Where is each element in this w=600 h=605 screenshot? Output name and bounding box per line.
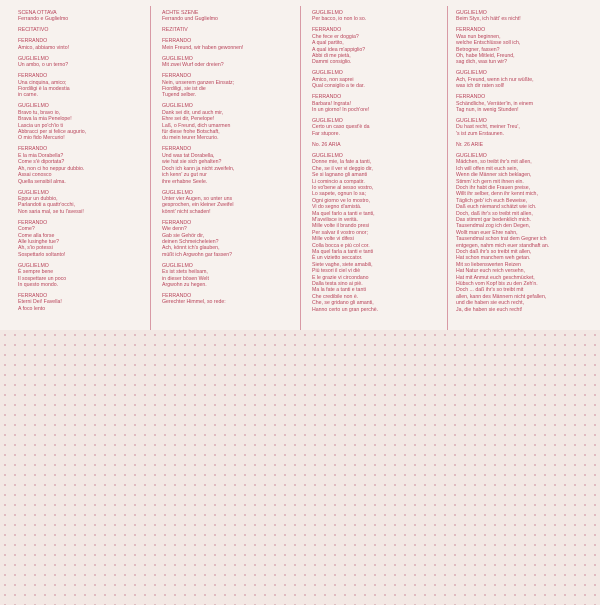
text-block bbox=[18, 10, 146, 23]
text-line: È un vizietto seccator. bbox=[312, 255, 363, 262]
text-block bbox=[456, 118, 584, 137]
text-line: Non saria mal, se tu l'avessi! bbox=[18, 208, 84, 215]
text-line: entgegen, nahm mich euer standhaft an. bbox=[456, 242, 550, 249]
text-line: GUGLIELMO bbox=[162, 189, 193, 196]
text-line: A qual partito, bbox=[312, 40, 344, 47]
text-line: Mit zwei Wurf oder dreien? bbox=[162, 62, 224, 69]
text-block bbox=[456, 153, 584, 313]
text-line: GUGLIELMO bbox=[456, 118, 487, 125]
text-line: GUGLIELMO bbox=[162, 55, 193, 62]
text-line: Ferrando e Guglielmo bbox=[18, 16, 69, 23]
text-line: FERRANDO bbox=[162, 38, 192, 45]
text-line: Donne mie, la fate a tanti, bbox=[312, 159, 372, 166]
text-line: Assai conosco bbox=[18, 172, 52, 179]
text-line: GUGLIELMO bbox=[456, 152, 487, 159]
text-line: du mein teurer Mercurio. bbox=[162, 135, 219, 142]
text-line: GUGLIELMO bbox=[312, 118, 343, 125]
text-line: Come? bbox=[18, 226, 35, 233]
text-block bbox=[162, 27, 290, 33]
text-line: FERRANDO bbox=[456, 94, 486, 101]
text-block bbox=[18, 190, 146, 216]
text-line: M'avvilisce in verità. bbox=[312, 216, 358, 223]
text-line: FERRANDO bbox=[456, 27, 486, 34]
text-block bbox=[456, 70, 584, 89]
text-line: Laß, o Freund, dich umarmen bbox=[162, 122, 231, 129]
text-line: allen, kann des Männern nicht gefallen, bbox=[456, 293, 547, 300]
text-line: Ja, die haben sie euch recht! bbox=[456, 306, 523, 313]
text-line: könnt' nicht schaden! bbox=[162, 208, 211, 215]
text-line: Lascia un po'ch'io ti bbox=[18, 122, 63, 129]
text-line: 's ist zum Erstaunen. bbox=[456, 130, 504, 137]
text-block bbox=[18, 38, 146, 51]
column-divider bbox=[300, 6, 301, 330]
text-line: Come alla forse bbox=[18, 232, 55, 239]
text-line: GUGLIELMO bbox=[312, 152, 343, 159]
text-line: Eppur un dubbio, bbox=[18, 195, 58, 202]
text-block bbox=[456, 10, 584, 23]
text-line: Il sospettare un poco bbox=[18, 275, 67, 282]
text-line: Tugend selber. bbox=[162, 92, 197, 99]
text-line: Hanno certo un gran perchè. bbox=[312, 306, 379, 313]
text-line: für diese frohe Botschaft, bbox=[162, 129, 220, 136]
text-line: Mille volte il brando presi bbox=[312, 223, 370, 230]
text-line: Nr. 26 ARIE bbox=[456, 141, 484, 148]
text-line: Io vo'bene al sesso vostro, bbox=[312, 184, 374, 191]
column-divider bbox=[447, 6, 448, 330]
text-block bbox=[162, 190, 290, 216]
text-line: REZITATIV bbox=[162, 27, 188, 34]
text-block bbox=[312, 10, 440, 23]
text-line: Ma la fate a tanti e tanti bbox=[312, 287, 366, 294]
text-block bbox=[162, 220, 290, 258]
text-line: Täglich geb' ich euch Beweise, bbox=[456, 197, 528, 204]
text-line: In questo mondo. bbox=[18, 281, 59, 288]
text-line: sag dich, was tun wir? bbox=[456, 59, 508, 66]
text-line: FERRANDO bbox=[312, 94, 342, 101]
text-line: ihre erhabne Seele. bbox=[162, 178, 208, 185]
text-line: Argwohn zu hegen. bbox=[162, 281, 207, 288]
text-block bbox=[312, 94, 440, 113]
text-line: Es ist stets heilsam, bbox=[162, 269, 208, 276]
text-block bbox=[162, 73, 290, 99]
text-line: Betrogner, fassen? bbox=[456, 46, 500, 53]
text-line: O mio fido Mercurio! bbox=[18, 135, 65, 142]
text-line: Eterni Dei! Favella! bbox=[18, 299, 62, 306]
text-line: Parlandoti a quattr'occhi, bbox=[18, 202, 75, 209]
text-line: Ogni giorno ve lo mostro, bbox=[312, 197, 370, 204]
text-line: Ah, non ci ho neppur dubbio. bbox=[18, 165, 85, 172]
text-block bbox=[18, 73, 146, 99]
dotted-background bbox=[0, 330, 600, 605]
text-line: Che fece er doggia? bbox=[312, 33, 359, 40]
text-line: ACHTE SZENE bbox=[162, 10, 199, 16]
text-line: Amico, non saprei bbox=[312, 76, 354, 83]
text-block bbox=[162, 56, 290, 69]
text-line: was ich dir raten soll! bbox=[456, 83, 505, 90]
text-line: Ich will offen mit euch sein, bbox=[456, 165, 518, 172]
text-line: Dammi consiglio. bbox=[312, 59, 352, 66]
text-line: GUGLIELMO bbox=[456, 70, 487, 77]
text-line: RECITATIVO bbox=[18, 27, 49, 34]
text-line: È sempre bene bbox=[18, 269, 54, 276]
text-line: Gab sie Gehör dir, bbox=[162, 232, 205, 239]
text-line: Fiordiligi è la modestia bbox=[18, 86, 70, 93]
text-line: Hübsch vom Kopf bis zu den Zeh'n. bbox=[456, 281, 538, 287]
text-block bbox=[18, 103, 146, 141]
text-line: Doch ihr habt die Frauen preise, bbox=[456, 184, 531, 191]
text-line: FERRANDO bbox=[312, 27, 342, 34]
text-line: Ma quel farlo a tanti e tanti, bbox=[312, 210, 375, 217]
text-line: GUGLIELMO bbox=[312, 10, 343, 16]
text-line: Li comincio a compatir. bbox=[312, 178, 365, 185]
text-line: deinen Schmeicheleien? bbox=[162, 238, 219, 245]
text-line: Stimm' ich gern mit ihnen ein. bbox=[456, 178, 524, 185]
text-line: Se si lagnano gli amanti bbox=[312, 172, 368, 179]
text-line: Abbi di me pietà, bbox=[312, 53, 351, 60]
text-line: SCENA OTTAVA bbox=[18, 10, 57, 16]
text-line: Dalla testa sino ai piè. bbox=[312, 281, 363, 287]
text-line: Gerechter Himmel, so rede: bbox=[162, 299, 226, 306]
text-line: GUGLIELMO bbox=[312, 70, 343, 77]
text-line: Hat mit Anmut euch geschmücket, bbox=[456, 274, 535, 281]
text-block bbox=[18, 220, 146, 258]
text-line: Das stimmt gar bedenklich mich. bbox=[456, 216, 531, 223]
text-line: GUGLIELMO bbox=[18, 103, 49, 110]
text-line: Lo sapete, ognun lo sa; bbox=[312, 191, 366, 198]
text-line: und die haben sie euch recht, bbox=[456, 300, 525, 307]
text-line: Doch ich kann ja nicht zweifeln, bbox=[162, 165, 235, 172]
text-line: Hat Natur euch reich versehn, bbox=[456, 268, 525, 275]
text-line: Hat schon manchem weh getan. bbox=[456, 255, 531, 262]
german-column-left bbox=[162, 10, 290, 310]
text-line: GUGLIELMO bbox=[162, 103, 193, 110]
text-line: Du hast recht, meiner Treu', bbox=[456, 124, 520, 131]
text-line: Una cinquina, amico; bbox=[18, 79, 67, 86]
text-line: GUGLIELMO bbox=[18, 189, 49, 196]
text-line: Tag nun, in wenig Stunden! bbox=[456, 107, 519, 114]
text-line: Mille volte vi difesi bbox=[312, 236, 354, 243]
text-line: müßt ich Argwohn gar fassen? bbox=[162, 251, 233, 258]
text-line: Per salvar il vostro onor; bbox=[312, 229, 368, 236]
text-line: Unter vier Augen, so unter uns bbox=[162, 195, 233, 202]
text-line: ich kenn' zu gut nur bbox=[162, 172, 207, 179]
text-line: Und was tat Dorabella, bbox=[162, 152, 215, 159]
text-line: Tausendmal schon trat dem Gegner ich bbox=[456, 236, 547, 243]
text-line: Che, se il ver vi deggio dir, bbox=[312, 165, 373, 172]
text-block bbox=[456, 94, 584, 113]
text-line: in dieser bösen Welt bbox=[162, 275, 209, 282]
text-line: in carne. bbox=[18, 92, 38, 99]
text-line: Ah, s'io potessi bbox=[18, 245, 53, 252]
italian-column-left bbox=[18, 10, 146, 317]
text-line: Willt ihr selber, denn ihr kennt mich, bbox=[456, 191, 538, 198]
text-line: wie hat sie sich gehalten? bbox=[162, 159, 222, 166]
text-block bbox=[162, 263, 290, 289]
italian-column-right bbox=[312, 10, 440, 318]
text-line: Più tesori il ciel vi diè bbox=[312, 268, 361, 275]
text-line: Wollt man euer Ehre nahn, bbox=[456, 229, 518, 236]
text-block bbox=[162, 146, 290, 184]
text-line: Alle lusinghe tue? bbox=[18, 238, 59, 245]
text-line: Wenn die Männer sich beklagen, bbox=[456, 172, 532, 179]
text-line: Far stupore. bbox=[312, 130, 340, 137]
text-line: Wie denn? bbox=[162, 226, 187, 233]
text-line: A foco lento bbox=[18, 305, 46, 312]
text-line: Per bacco, io non lo so. bbox=[312, 16, 367, 23]
text-line: Vi do segno d'amistà. bbox=[312, 204, 362, 211]
text-block bbox=[162, 293, 290, 306]
text-block bbox=[456, 142, 584, 148]
text-line: welche Entschlüsse soll ich, bbox=[456, 40, 521, 47]
text-line: Ehre sei dir, Penelope! bbox=[162, 116, 215, 123]
text-line: Che, se gridano gli amanti, bbox=[312, 300, 374, 307]
text-block bbox=[312, 142, 440, 148]
text-line: Mein Freund, wir haben gewonnen! bbox=[162, 44, 244, 51]
text-line: Certo un caso quest'è da bbox=[312, 124, 370, 131]
text-block bbox=[162, 38, 290, 51]
text-line: Come s'è diportata? bbox=[18, 159, 65, 166]
text-line: A qual idea m'appiglio? bbox=[312, 46, 366, 53]
text-block bbox=[18, 56, 146, 69]
text-line: FERRANDO bbox=[162, 73, 192, 80]
text-line: In un giorno! In poch'ore! bbox=[312, 107, 370, 114]
text-line: GUGLIELMO bbox=[18, 262, 49, 269]
text-line: Tausendmal zog ich den Degen, bbox=[456, 223, 531, 230]
text-line: Oh, habe Mitleid, Freund, bbox=[456, 53, 515, 60]
text-block bbox=[312, 118, 440, 137]
text-block bbox=[18, 27, 146, 33]
text-line: Mit so liebenswerten Reizen bbox=[456, 261, 521, 268]
text-line: Sospettarlo soltanto! bbox=[18, 251, 66, 258]
text-line: Doch daß ihr's so treibt mit allen, bbox=[456, 248, 532, 255]
text-line: Qual consiglio a te dar. bbox=[312, 83, 365, 90]
text-block bbox=[18, 146, 146, 184]
text-line: Dank sei dir, und auch mir, bbox=[162, 109, 224, 116]
german-column-right bbox=[456, 10, 584, 318]
text-line: Quella sensibil alma. bbox=[18, 178, 66, 185]
text-block bbox=[312, 153, 440, 313]
text-line: Un ambo, o un terno? bbox=[18, 62, 69, 69]
text-line: FERRANDO bbox=[18, 219, 48, 226]
text-line: Barbara! Ingrata! bbox=[312, 100, 351, 107]
text-line: Schändliche, Verräter'in, in einem bbox=[456, 100, 534, 107]
text-line: FERRANDO bbox=[18, 292, 48, 299]
text-line: Che credibile non è. bbox=[312, 293, 359, 300]
text-line: Was nun beginnen, bbox=[456, 33, 501, 40]
text-line: FERRANDO bbox=[18, 146, 48, 153]
text-block bbox=[18, 293, 146, 312]
text-line: E la mia Dorabella? bbox=[18, 152, 64, 159]
text-line: Colla bocca e più col cor. bbox=[312, 242, 370, 249]
text-line: FERRANDO bbox=[162, 219, 192, 226]
text-block bbox=[162, 10, 290, 23]
text-line: gesprochen, ein kleiner Zweifel bbox=[162, 202, 234, 209]
text-line: Fiordiligi, sie ist die bbox=[162, 86, 206, 93]
text-block bbox=[312, 70, 440, 89]
text-line: GUGLIELMO bbox=[162, 262, 193, 269]
text-line: Ach, könnt ich's glauben, bbox=[162, 245, 220, 252]
text-block bbox=[312, 27, 440, 65]
text-line: Abbracci per si felice augurio, bbox=[18, 129, 87, 136]
text-line: GUGLIELMO bbox=[456, 10, 487, 16]
text-line: Nein, unserem ganzen Einsatz; bbox=[162, 79, 235, 86]
text-line: Doch, daß ihr's so treibt mit allen, bbox=[456, 210, 533, 217]
text-line: Siete vaghe, siete amabili, bbox=[312, 261, 373, 268]
text-line: Ma quel farla a tanti e tanti bbox=[312, 248, 374, 255]
text-line: FERRANDO bbox=[162, 292, 192, 299]
text-line: Ferrando und Guglielmo bbox=[162, 16, 218, 23]
text-line: No. 26 ARIA bbox=[312, 141, 341, 148]
text-line: FERRANDO bbox=[18, 38, 48, 45]
text-line: Daß euch niemand schätzt wie ich. bbox=[456, 204, 537, 211]
text-block bbox=[18, 263, 146, 289]
text-line: Doch ... daß ihr's so treibt mit bbox=[456, 287, 524, 294]
text-line: E le grazie vi circondano bbox=[312, 274, 369, 281]
text-line: FERRANDO bbox=[162, 146, 192, 153]
text-line: Beim Styx, ich hätt' es nicht! bbox=[456, 16, 521, 23]
text-block bbox=[456, 27, 584, 65]
text-line: Bravo tu, bravo io, bbox=[18, 109, 61, 116]
text-line: GUGLIELMO bbox=[18, 55, 49, 62]
text-line: Mädchen, so treibt ihr's mit allen, bbox=[456, 159, 532, 166]
text-line: Brava la mia Penelope! bbox=[18, 116, 72, 123]
text-block bbox=[162, 103, 290, 141]
column-divider bbox=[150, 6, 151, 330]
text-line: Ach, Freund, wenn ich nur wüßte, bbox=[456, 76, 534, 83]
text-line: Amico, abbiamo vinto! bbox=[18, 44, 70, 51]
text-line: FERRANDO bbox=[18, 73, 48, 80]
